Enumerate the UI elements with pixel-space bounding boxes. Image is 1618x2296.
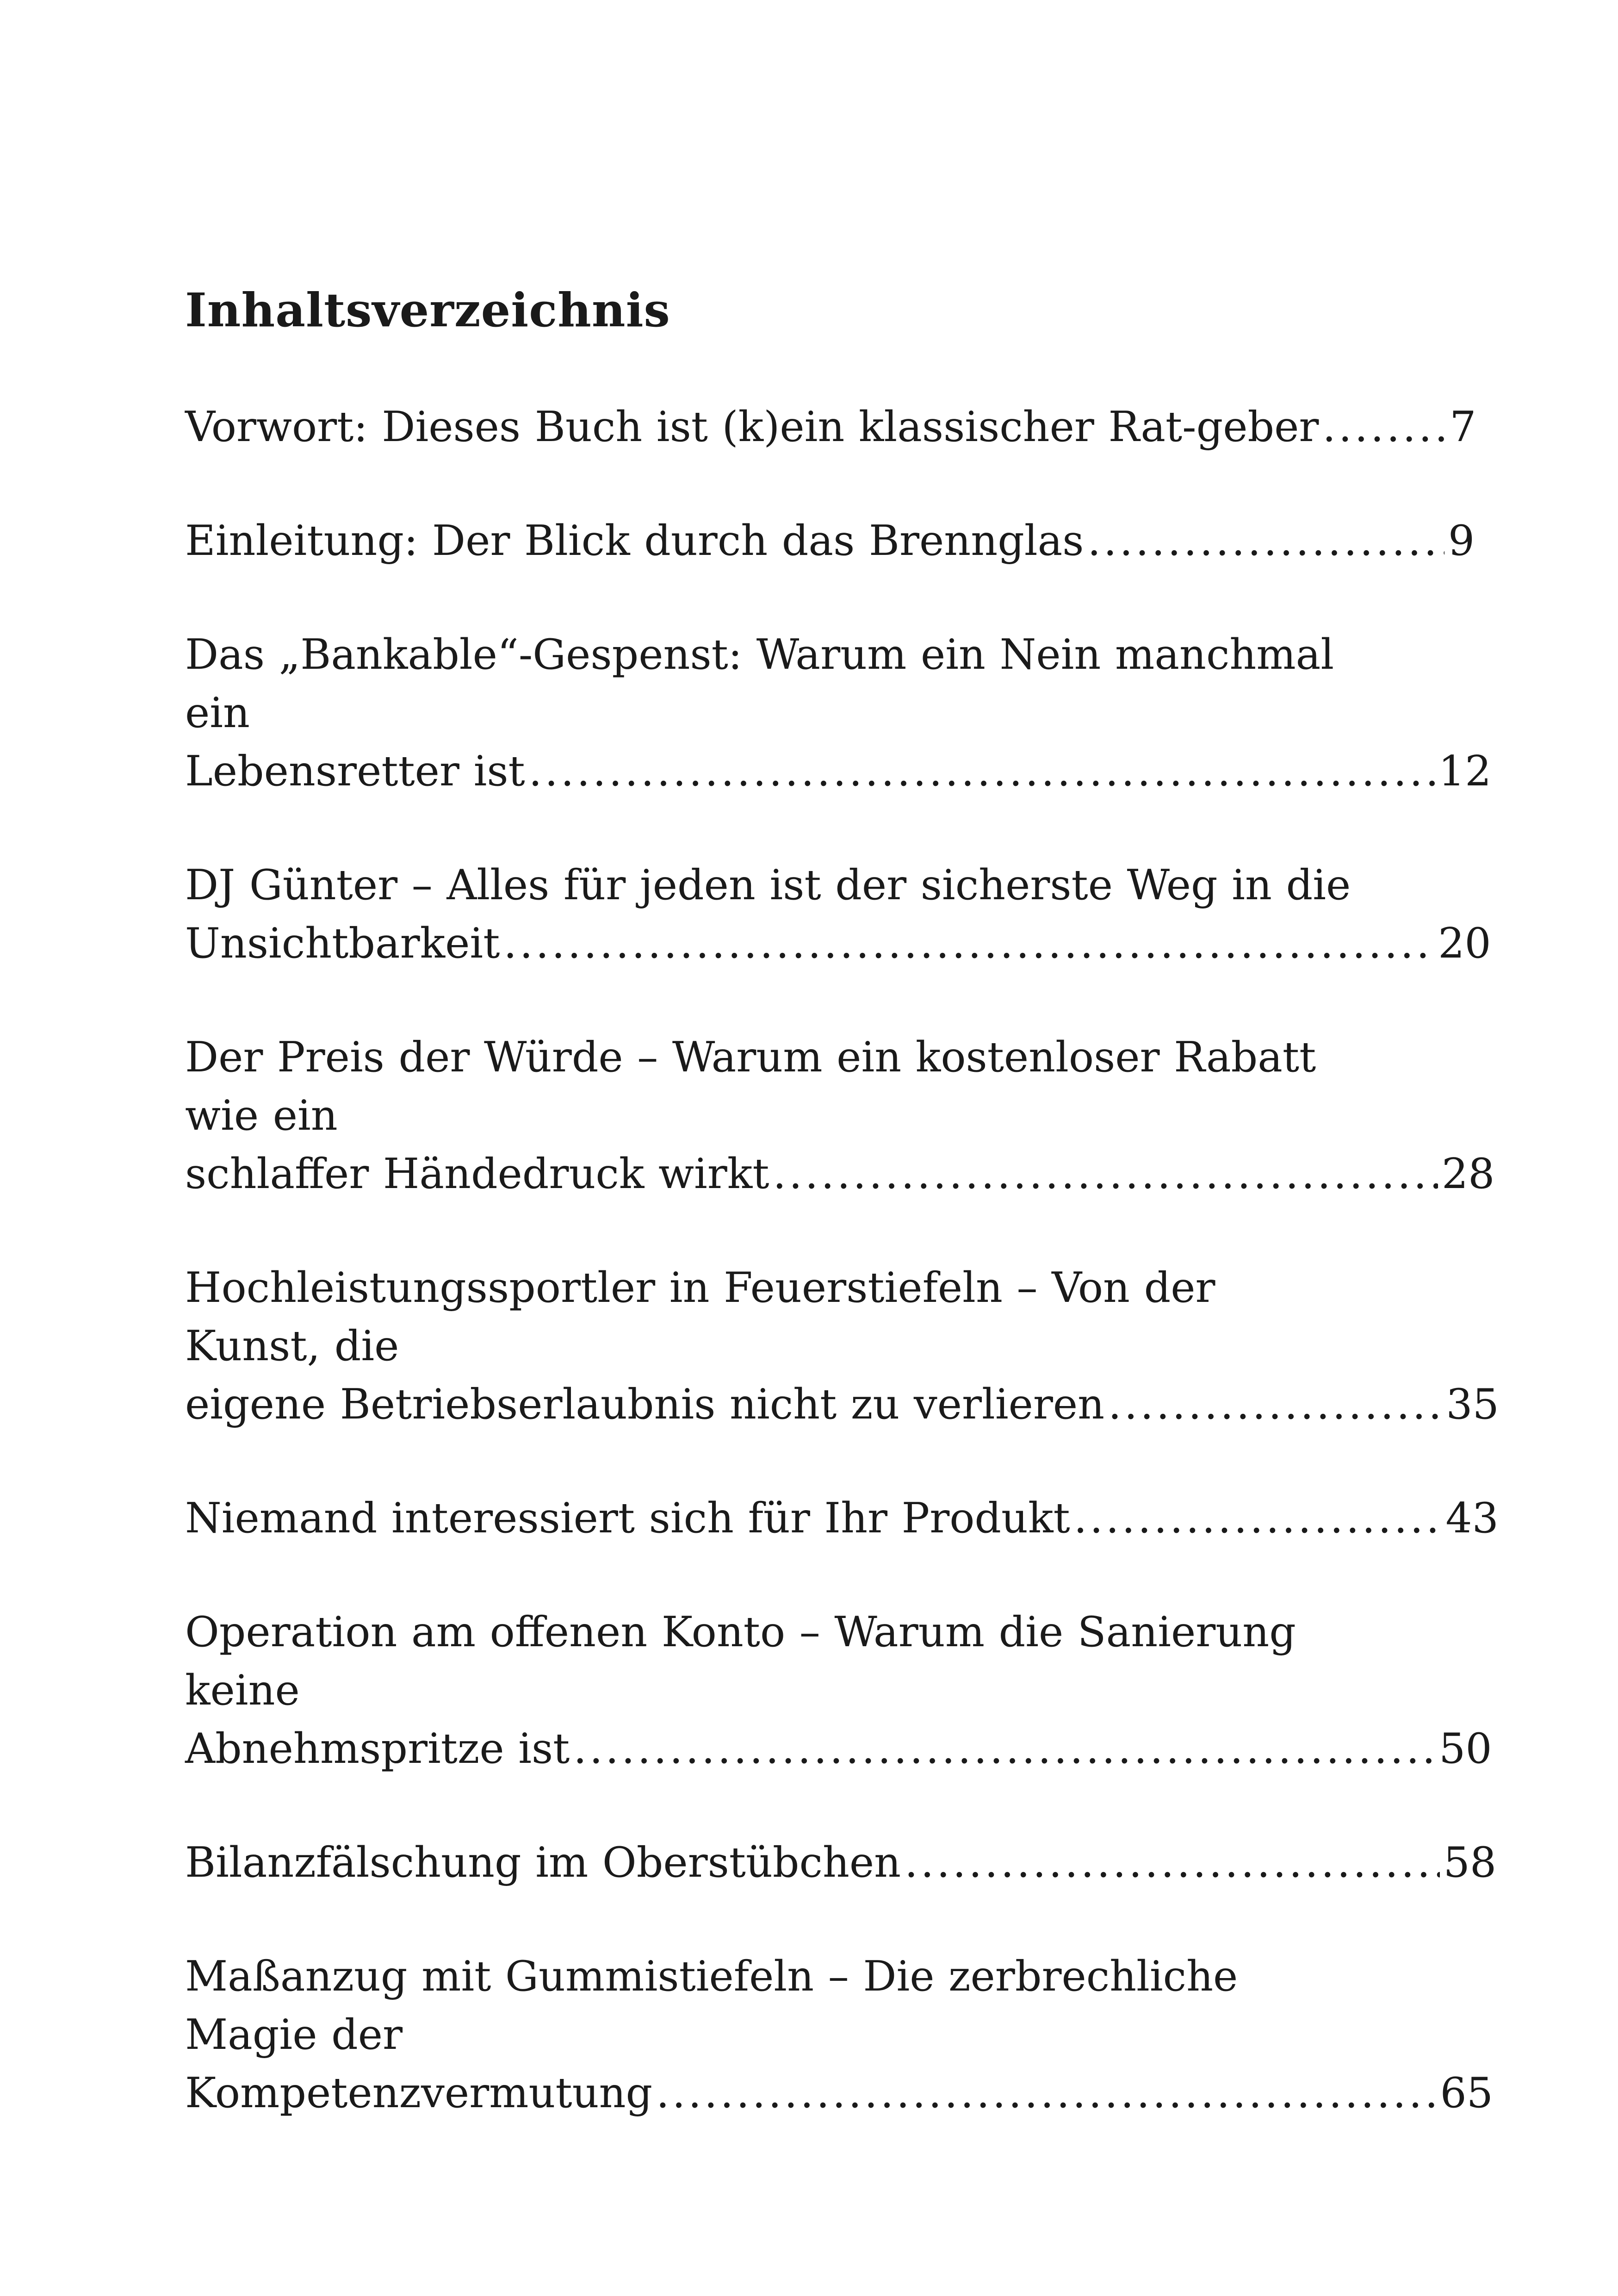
toc-entry-page-number: 7 <box>1450 403 1476 451</box>
toc-entry-lastline <box>185 742 1492 801</box>
toc-entry <box>185 1603 1492 1778</box>
toc-heading: Inhaltsverzeichnis <box>185 283 670 337</box>
dot-leader <box>905 1834 1439 1892</box>
toc-entry-page-number: 12 <box>1438 747 1492 796</box>
toc-entry-page-number: 28 <box>1441 1150 1495 1198</box>
dot-leader <box>503 915 1434 973</box>
toc-entry-page-number: 43 <box>1445 1494 1499 1543</box>
toc-entry <box>185 856 1491 973</box>
toc-entry-title: Bilanzfälschung im Oberstübchen <box>185 1838 901 1887</box>
dot-leader <box>1322 398 1446 456</box>
toc-entry <box>185 1489 1499 1548</box>
toc-entry <box>185 1028 1495 1203</box>
toc-entry <box>185 1834 1497 1892</box>
toc-entry-title-line: Maßanzug mit Gummistiefeln – Die zerbrechliche Magie der <box>185 1952 1238 2059</box>
dot-leader <box>1087 512 1444 570</box>
toc-entry-lastline <box>185 512 1475 570</box>
toc-entry-page-number: 20 <box>1438 919 1491 968</box>
dot-leader <box>1074 1489 1442 1548</box>
toc-entry-lastline <box>185 1145 1495 1203</box>
toc-entry-title: Abnehmspritze ist <box>185 1724 570 1773</box>
toc-entry-lastline <box>185 1720 1492 1778</box>
toc-entry-title: Kompetenzvermutung <box>185 2069 653 2117</box>
toc-entry-title-line: Der Preis der Würde – Warum ein kostenloser Rabatt wie ein <box>185 1033 1316 1140</box>
toc-entry-lastline <box>185 1489 1499 1548</box>
toc-entry <box>185 512 1475 570</box>
toc-entry-page-number: 58 <box>1443 1838 1497 1887</box>
dot-leader <box>1108 1375 1442 1434</box>
toc-entry <box>185 626 1492 801</box>
dot-leader <box>573 1720 1435 1778</box>
toc-entry-page-number: 35 <box>1446 1380 1499 1429</box>
toc-entry <box>185 398 1476 456</box>
toc-entry-title: schlaffer Händedruck wirkt <box>185 1150 769 1198</box>
toc-entry-lastline <box>185 1375 1499 1434</box>
toc-entry-page-number: 50 <box>1439 1724 1492 1773</box>
toc-entry-title-line: Operation am offenen Konto – Warum die Sanierung keine <box>185 1608 1296 1715</box>
toc-entry-title: Niemand interessiert sich für Ihr Produkt <box>185 1494 1070 1543</box>
toc-page <box>185 278 1499 2178</box>
toc-entry <box>185 1259 1499 1434</box>
toc-entry-title: eigene Betriebserlaubnis nicht zu verlieren <box>185 1380 1105 1429</box>
toc-entry-title: Lebensretter ist <box>185 747 525 796</box>
toc-entry-title: Unsichtbarkeit <box>185 919 500 968</box>
toc-entry-lastline <box>185 398 1476 456</box>
dot-leader <box>656 2064 1436 2122</box>
toc-entry-title-line: DJ Günter – Alles für jeden ist der sicherste Weg in die <box>185 861 1351 909</box>
dot-leader <box>773 1145 1438 1203</box>
toc-list <box>185 398 1499 2122</box>
toc-entry-lastline <box>185 1834 1497 1892</box>
toc-entry-page-number: 65 <box>1440 2069 1494 2117</box>
toc-entry-page-number: 9 <box>1448 516 1475 565</box>
toc-entry-title-line: Das „Bankable“-Gespenst: Warum ein Nein manchmal ein <box>185 630 1334 737</box>
toc-entry-title-line: Hochleistungssportler in Feuerstiefeln – Von der Kunst, die <box>185 1263 1215 1370</box>
toc-entry-lastline <box>185 2064 1494 2122</box>
toc-entry <box>185 1948 1494 2122</box>
toc-entry-title: Einleitung: Der Blick durch das Brennglas <box>185 516 1084 565</box>
toc-entry-lastline <box>185 915 1491 973</box>
toc-entry-title: Vorwort: Dieses Buch ist (k)ein klassischer Rat-geber <box>185 403 1319 451</box>
dot-leader <box>529 742 1435 801</box>
